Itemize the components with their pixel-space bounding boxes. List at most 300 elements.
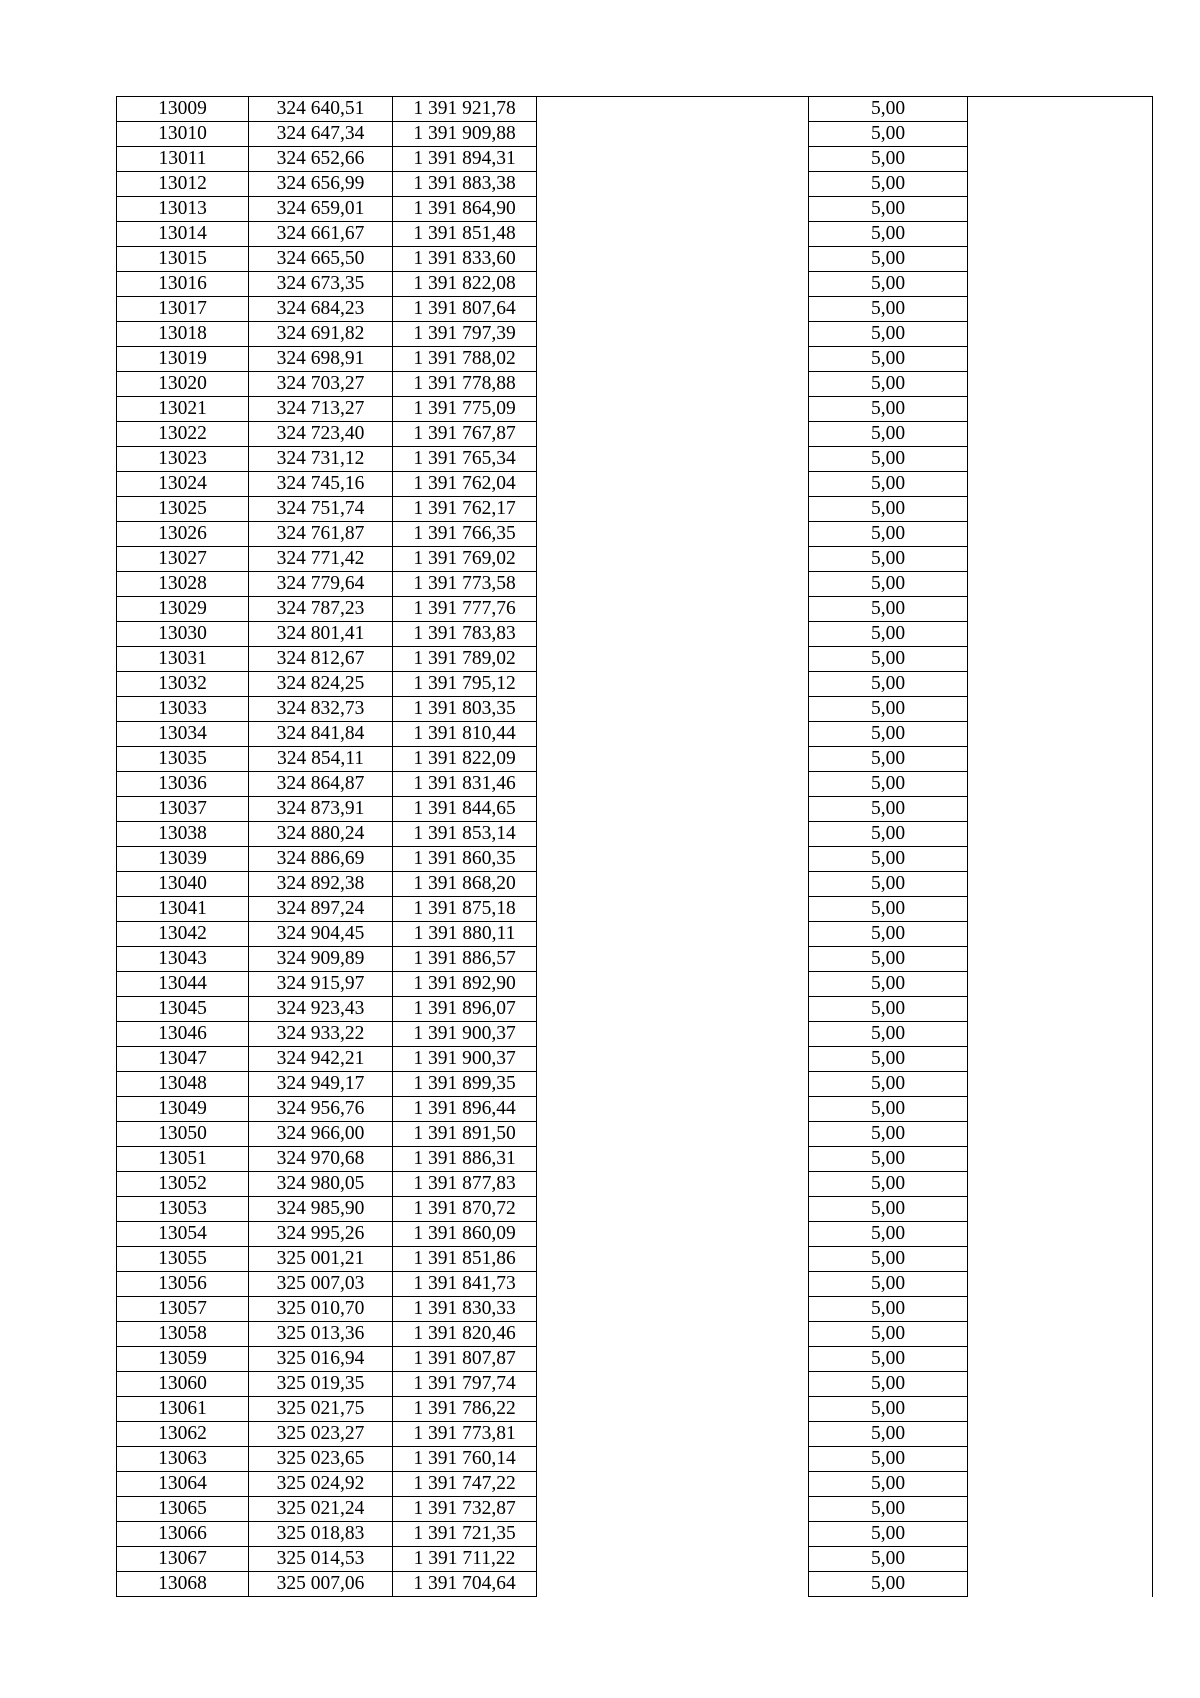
point-number-cell: 13030 — [117, 622, 249, 647]
y-coordinate-cell: 1 391 822,09 — [393, 747, 537, 772]
table-row — [117, 497, 1153, 522]
x-coordinate-cell: 324 647,34 — [249, 122, 393, 147]
x-coordinate-cell: 324 995,26 — [249, 1222, 393, 1247]
table-row — [117, 1522, 1153, 1547]
point-number-cell: 13034 — [117, 722, 249, 747]
value-cell: 5,00 — [809, 222, 968, 247]
point-number-cell: 13067 — [117, 1547, 249, 1572]
value-cell: 5,00 — [809, 897, 968, 922]
x-coordinate-cell: 325 023,65 — [249, 1447, 393, 1472]
table-row — [117, 972, 1153, 997]
y-coordinate-cell: 1 391 807,87 — [393, 1347, 537, 1372]
value-cell: 5,00 — [809, 747, 968, 772]
empty-cell — [537, 822, 809, 847]
empty-cell — [537, 772, 809, 797]
empty-cell — [537, 672, 809, 697]
point-number-cell: 13062 — [117, 1422, 249, 1447]
empty-cell — [537, 1422, 809, 1447]
y-coordinate-cell: 1 391 886,57 — [393, 947, 537, 972]
value-cell: 5,00 — [809, 1547, 968, 1572]
point-number-cell: 13055 — [117, 1247, 249, 1272]
value-cell: 5,00 — [809, 1447, 968, 1472]
value-cell: 5,00 — [809, 1147, 968, 1172]
point-number-cell: 13060 — [117, 1372, 249, 1397]
point-number-cell: 13032 — [117, 672, 249, 697]
x-coordinate-cell: 324 966,00 — [249, 1122, 393, 1147]
x-coordinate-cell: 324 656,99 — [249, 172, 393, 197]
x-coordinate-cell: 325 016,94 — [249, 1347, 393, 1372]
table-row — [117, 1547, 1153, 1572]
y-coordinate-cell: 1 391 803,35 — [393, 697, 537, 722]
point-number-cell: 13035 — [117, 747, 249, 772]
empty-cell — [968, 172, 1153, 197]
empty-cell — [968, 1172, 1153, 1197]
empty-cell — [537, 1472, 809, 1497]
empty-cell — [537, 122, 809, 147]
value-cell: 5,00 — [809, 1422, 968, 1447]
x-coordinate-cell: 324 779,64 — [249, 572, 393, 597]
empty-cell — [537, 847, 809, 872]
value-cell: 5,00 — [809, 822, 968, 847]
value-cell: 5,00 — [809, 872, 968, 897]
value-cell: 5,00 — [809, 1247, 968, 1272]
x-coordinate-cell: 325 007,06 — [249, 1572, 393, 1597]
empty-cell — [968, 1097, 1153, 1122]
y-coordinate-cell: 1 391 721,35 — [393, 1522, 537, 1547]
table-row — [117, 372, 1153, 397]
empty-cell — [968, 1122, 1153, 1147]
point-number-cell: 13013 — [117, 197, 249, 222]
y-coordinate-cell: 1 391 830,33 — [393, 1297, 537, 1322]
empty-cell — [968, 422, 1153, 447]
value-cell: 5,00 — [809, 1047, 968, 1072]
value-cell: 5,00 — [809, 1272, 968, 1297]
empty-cell — [968, 1497, 1153, 1522]
empty-cell — [968, 647, 1153, 672]
empty-cell — [968, 1297, 1153, 1322]
point-number-cell: 13047 — [117, 1047, 249, 1072]
table-row — [117, 1347, 1153, 1372]
value-cell: 5,00 — [809, 97, 968, 122]
point-number-cell: 13041 — [117, 897, 249, 922]
value-cell: 5,00 — [809, 647, 968, 672]
y-coordinate-cell: 1 391 851,48 — [393, 222, 537, 247]
empty-cell — [968, 222, 1153, 247]
empty-cell — [537, 1347, 809, 1372]
table-row — [117, 822, 1153, 847]
point-number-cell: 13057 — [117, 1297, 249, 1322]
table-row — [117, 772, 1153, 797]
table-row — [117, 872, 1153, 897]
empty-cell — [968, 1422, 1153, 1447]
x-coordinate-cell: 325 010,70 — [249, 1297, 393, 1322]
value-cell: 5,00 — [809, 1097, 968, 1122]
empty-cell — [537, 1497, 809, 1522]
table-row — [117, 322, 1153, 347]
empty-cell — [968, 847, 1153, 872]
table-row — [117, 747, 1153, 772]
empty-cell — [968, 347, 1153, 372]
empty-cell — [968, 247, 1153, 272]
empty-cell — [968, 1197, 1153, 1222]
empty-cell — [968, 622, 1153, 647]
empty-cell — [968, 447, 1153, 472]
empty-cell — [968, 1572, 1153, 1597]
value-cell: 5,00 — [809, 397, 968, 422]
value-cell: 5,00 — [809, 597, 968, 622]
y-coordinate-cell: 1 391 797,39 — [393, 322, 537, 347]
empty-cell — [537, 1022, 809, 1047]
value-cell: 5,00 — [809, 1222, 968, 1247]
x-coordinate-cell: 324 661,67 — [249, 222, 393, 247]
point-number-cell: 13011 — [117, 147, 249, 172]
x-coordinate-cell: 324 892,38 — [249, 872, 393, 897]
y-coordinate-cell: 1 391 870,72 — [393, 1197, 537, 1222]
point-number-cell: 13059 — [117, 1347, 249, 1372]
value-cell: 5,00 — [809, 172, 968, 197]
x-coordinate-cell: 324 956,76 — [249, 1097, 393, 1122]
y-coordinate-cell: 1 391 899,35 — [393, 1072, 537, 1097]
table-row — [117, 1497, 1153, 1522]
y-coordinate-cell: 1 391 775,09 — [393, 397, 537, 422]
y-coordinate-cell: 1 391 773,81 — [393, 1422, 537, 1447]
x-coordinate-cell: 324 731,12 — [249, 447, 393, 472]
x-coordinate-cell: 324 640,51 — [249, 97, 393, 122]
x-coordinate-cell: 324 713,27 — [249, 397, 393, 422]
value-cell: 5,00 — [809, 922, 968, 947]
point-number-cell: 13022 — [117, 422, 249, 447]
empty-cell — [537, 1122, 809, 1147]
empty-cell — [968, 547, 1153, 572]
empty-cell — [537, 297, 809, 322]
empty-cell — [537, 1197, 809, 1222]
value-cell: 5,00 — [809, 1372, 968, 1397]
y-coordinate-cell: 1 391 810,44 — [393, 722, 537, 747]
y-coordinate-cell: 1 391 762,17 — [393, 497, 537, 522]
x-coordinate-cell: 324 665,50 — [249, 247, 393, 272]
table-row — [117, 897, 1153, 922]
y-coordinate-cell: 1 391 789,02 — [393, 647, 537, 672]
y-coordinate-cell: 1 391 860,35 — [393, 847, 537, 872]
y-coordinate-cell: 1 391 853,14 — [393, 822, 537, 847]
value-cell: 5,00 — [809, 1472, 968, 1497]
point-number-cell: 13064 — [117, 1472, 249, 1497]
x-coordinate-cell: 324 942,21 — [249, 1047, 393, 1072]
empty-cell — [537, 872, 809, 897]
point-number-cell: 13040 — [117, 872, 249, 897]
y-coordinate-cell: 1 391 822,08 — [393, 272, 537, 297]
x-coordinate-cell: 325 019,35 — [249, 1372, 393, 1397]
point-number-cell: 13049 — [117, 1097, 249, 1122]
empty-cell — [968, 1272, 1153, 1297]
empty-cell — [968, 147, 1153, 172]
empty-cell — [968, 1322, 1153, 1347]
empty-cell — [968, 1147, 1153, 1172]
table-row — [117, 272, 1153, 297]
y-coordinate-cell: 1 391 864,90 — [393, 197, 537, 222]
point-number-cell: 13039 — [117, 847, 249, 872]
value-cell: 5,00 — [809, 1322, 968, 1347]
y-coordinate-cell: 1 391 900,37 — [393, 1022, 537, 1047]
empty-cell — [537, 1397, 809, 1422]
point-number-cell: 13042 — [117, 922, 249, 947]
table-row — [117, 1297, 1153, 1322]
y-coordinate-cell: 1 391 921,78 — [393, 97, 537, 122]
empty-cell — [968, 697, 1153, 722]
table-row — [117, 1572, 1153, 1597]
empty-cell — [537, 1047, 809, 1072]
empty-cell — [968, 1347, 1153, 1372]
empty-cell — [537, 572, 809, 597]
x-coordinate-cell: 324 652,66 — [249, 147, 393, 172]
empty-cell — [968, 522, 1153, 547]
empty-cell — [537, 222, 809, 247]
y-coordinate-cell: 1 391 760,14 — [393, 1447, 537, 1472]
point-number-cell: 13048 — [117, 1072, 249, 1097]
table-row — [117, 1422, 1153, 1447]
empty-cell — [537, 397, 809, 422]
y-coordinate-cell: 1 391 886,31 — [393, 1147, 537, 1172]
y-coordinate-cell: 1 391 844,65 — [393, 797, 537, 822]
empty-cell — [537, 1272, 809, 1297]
x-coordinate-cell: 325 021,24 — [249, 1497, 393, 1522]
y-coordinate-cell: 1 391 797,74 — [393, 1372, 537, 1397]
y-coordinate-cell: 1 391 769,02 — [393, 547, 537, 572]
empty-cell — [968, 1047, 1153, 1072]
point-number-cell: 13037 — [117, 797, 249, 822]
value-cell: 5,00 — [809, 547, 968, 572]
x-coordinate-cell: 324 841,84 — [249, 722, 393, 747]
empty-cell — [537, 147, 809, 172]
empty-cell — [968, 322, 1153, 347]
empty-cell — [537, 1322, 809, 1347]
x-coordinate-cell: 324 923,43 — [249, 997, 393, 1022]
y-coordinate-cell: 1 391 765,34 — [393, 447, 537, 472]
table-row — [117, 572, 1153, 597]
value-cell: 5,00 — [809, 672, 968, 697]
x-coordinate-cell: 324 949,17 — [249, 1072, 393, 1097]
point-number-cell: 13016 — [117, 272, 249, 297]
value-cell: 5,00 — [809, 797, 968, 822]
y-coordinate-cell: 1 391 851,86 — [393, 1247, 537, 1272]
empty-cell — [537, 322, 809, 347]
empty-cell — [968, 597, 1153, 622]
empty-cell — [968, 1072, 1153, 1097]
x-coordinate-cell: 324 801,41 — [249, 622, 393, 647]
table-row — [117, 1372, 1153, 1397]
x-coordinate-cell: 325 001,21 — [249, 1247, 393, 1272]
y-coordinate-cell: 1 391 891,50 — [393, 1122, 537, 1147]
point-number-cell: 13046 — [117, 1022, 249, 1047]
empty-cell — [537, 97, 809, 122]
point-number-cell: 13043 — [117, 947, 249, 972]
empty-cell — [537, 497, 809, 522]
empty-cell — [968, 822, 1153, 847]
table-row — [117, 922, 1153, 947]
value-cell: 5,00 — [809, 247, 968, 272]
x-coordinate-cell: 324 771,42 — [249, 547, 393, 572]
empty-cell — [537, 647, 809, 672]
y-coordinate-cell: 1 391 896,44 — [393, 1097, 537, 1122]
y-coordinate-cell: 1 391 732,87 — [393, 1497, 537, 1522]
y-coordinate-cell: 1 391 786,22 — [393, 1397, 537, 1422]
table-row — [117, 1122, 1153, 1147]
value-cell: 5,00 — [809, 147, 968, 172]
point-number-cell: 13027 — [117, 547, 249, 572]
value-cell: 5,00 — [809, 697, 968, 722]
value-cell: 5,00 — [809, 972, 968, 997]
empty-cell — [537, 172, 809, 197]
point-number-cell: 13052 — [117, 1172, 249, 1197]
empty-cell — [968, 947, 1153, 972]
table-row — [117, 422, 1153, 447]
empty-cell — [968, 1522, 1153, 1547]
value-cell: 5,00 — [809, 622, 968, 647]
table-row — [117, 1047, 1153, 1072]
point-number-cell: 13024 — [117, 472, 249, 497]
x-coordinate-cell: 324 854,11 — [249, 747, 393, 772]
empty-cell — [968, 897, 1153, 922]
y-coordinate-cell: 1 391 909,88 — [393, 122, 537, 147]
coordinates-table-body — [117, 97, 1153, 1597]
y-coordinate-cell: 1 391 766,35 — [393, 522, 537, 547]
y-coordinate-cell: 1 391 778,88 — [393, 372, 537, 397]
empty-cell — [537, 722, 809, 747]
table-row — [117, 247, 1153, 272]
empty-cell — [968, 97, 1153, 122]
empty-cell — [968, 672, 1153, 697]
point-number-cell: 13033 — [117, 697, 249, 722]
empty-cell — [537, 247, 809, 272]
empty-cell — [537, 1247, 809, 1272]
point-number-cell: 13014 — [117, 222, 249, 247]
point-number-cell: 13056 — [117, 1272, 249, 1297]
y-coordinate-cell: 1 391 860,09 — [393, 1222, 537, 1247]
table-row — [117, 1097, 1153, 1122]
table-row — [117, 1322, 1153, 1347]
empty-cell — [968, 372, 1153, 397]
y-coordinate-cell: 1 391 875,18 — [393, 897, 537, 922]
point-number-cell: 13045 — [117, 997, 249, 1022]
empty-cell — [537, 1222, 809, 1247]
x-coordinate-cell: 324 915,97 — [249, 972, 393, 997]
empty-cell — [537, 747, 809, 772]
value-cell: 5,00 — [809, 947, 968, 972]
value-cell: 5,00 — [809, 447, 968, 472]
empty-cell — [537, 447, 809, 472]
x-coordinate-cell: 325 007,03 — [249, 1272, 393, 1297]
value-cell: 5,00 — [809, 347, 968, 372]
table-row — [117, 1472, 1153, 1497]
table-row — [117, 1197, 1153, 1222]
value-cell: 5,00 — [809, 572, 968, 597]
table-row — [117, 697, 1153, 722]
point-number-cell: 13044 — [117, 972, 249, 997]
point-number-cell: 13010 — [117, 122, 249, 147]
point-number-cell: 13036 — [117, 772, 249, 797]
table-row — [117, 947, 1153, 972]
x-coordinate-cell: 324 909,89 — [249, 947, 393, 972]
table-row — [117, 647, 1153, 672]
y-coordinate-cell: 1 391 777,76 — [393, 597, 537, 622]
empty-cell — [968, 922, 1153, 947]
table-row — [117, 997, 1153, 1022]
empty-cell — [537, 472, 809, 497]
point-number-cell: 13009 — [117, 97, 249, 122]
table-row — [117, 1172, 1153, 1197]
x-coordinate-cell: 324 933,22 — [249, 1022, 393, 1047]
value-cell: 5,00 — [809, 1022, 968, 1047]
value-cell: 5,00 — [809, 297, 968, 322]
empty-cell — [968, 997, 1153, 1022]
y-coordinate-cell: 1 391 841,73 — [393, 1272, 537, 1297]
empty-cell — [968, 1372, 1153, 1397]
y-coordinate-cell: 1 391 788,02 — [393, 347, 537, 372]
value-cell: 5,00 — [809, 472, 968, 497]
empty-cell — [537, 1522, 809, 1547]
x-coordinate-cell: 324 864,87 — [249, 772, 393, 797]
empty-cell — [537, 997, 809, 1022]
x-coordinate-cell: 324 761,87 — [249, 522, 393, 547]
empty-cell — [537, 1072, 809, 1097]
empty-cell — [968, 122, 1153, 147]
value-cell: 5,00 — [809, 197, 968, 222]
value-cell: 5,00 — [809, 272, 968, 297]
point-number-cell: 13058 — [117, 1322, 249, 1347]
table-row — [117, 397, 1153, 422]
empty-cell — [968, 1472, 1153, 1497]
value-cell: 5,00 — [809, 1197, 968, 1222]
empty-cell — [537, 1172, 809, 1197]
x-coordinate-cell: 324 880,24 — [249, 822, 393, 847]
empty-cell — [968, 772, 1153, 797]
x-coordinate-cell: 325 024,92 — [249, 1472, 393, 1497]
table-row — [117, 597, 1153, 622]
point-number-cell: 13012 — [117, 172, 249, 197]
empty-cell — [968, 397, 1153, 422]
table-row — [117, 797, 1153, 822]
y-coordinate-cell: 1 391 795,12 — [393, 672, 537, 697]
x-coordinate-cell: 324 985,90 — [249, 1197, 393, 1222]
table-row — [117, 1222, 1153, 1247]
y-coordinate-cell: 1 391 877,83 — [393, 1172, 537, 1197]
point-number-cell: 13026 — [117, 522, 249, 547]
coordinates-table — [116, 96, 1153, 1597]
value-cell: 5,00 — [809, 1522, 968, 1547]
y-coordinate-cell: 1 391 704,64 — [393, 1572, 537, 1597]
x-coordinate-cell: 324 673,35 — [249, 272, 393, 297]
point-number-cell: 13038 — [117, 822, 249, 847]
point-number-cell: 13068 — [117, 1572, 249, 1597]
y-coordinate-cell: 1 391 896,07 — [393, 997, 537, 1022]
y-coordinate-cell: 1 391 900,37 — [393, 1047, 537, 1072]
x-coordinate-cell: 324 904,45 — [249, 922, 393, 947]
empty-cell — [968, 472, 1153, 497]
value-cell: 5,00 — [809, 372, 968, 397]
table-row — [117, 172, 1153, 197]
empty-cell — [537, 1572, 809, 1597]
value-cell: 5,00 — [809, 497, 968, 522]
table-row — [117, 147, 1153, 172]
x-coordinate-cell: 324 751,74 — [249, 497, 393, 522]
empty-cell — [537, 897, 809, 922]
empty-cell — [968, 722, 1153, 747]
value-cell: 5,00 — [809, 1572, 968, 1597]
value-cell: 5,00 — [809, 122, 968, 147]
y-coordinate-cell: 1 391 894,31 — [393, 147, 537, 172]
point-number-cell: 13025 — [117, 497, 249, 522]
table-row — [117, 847, 1153, 872]
